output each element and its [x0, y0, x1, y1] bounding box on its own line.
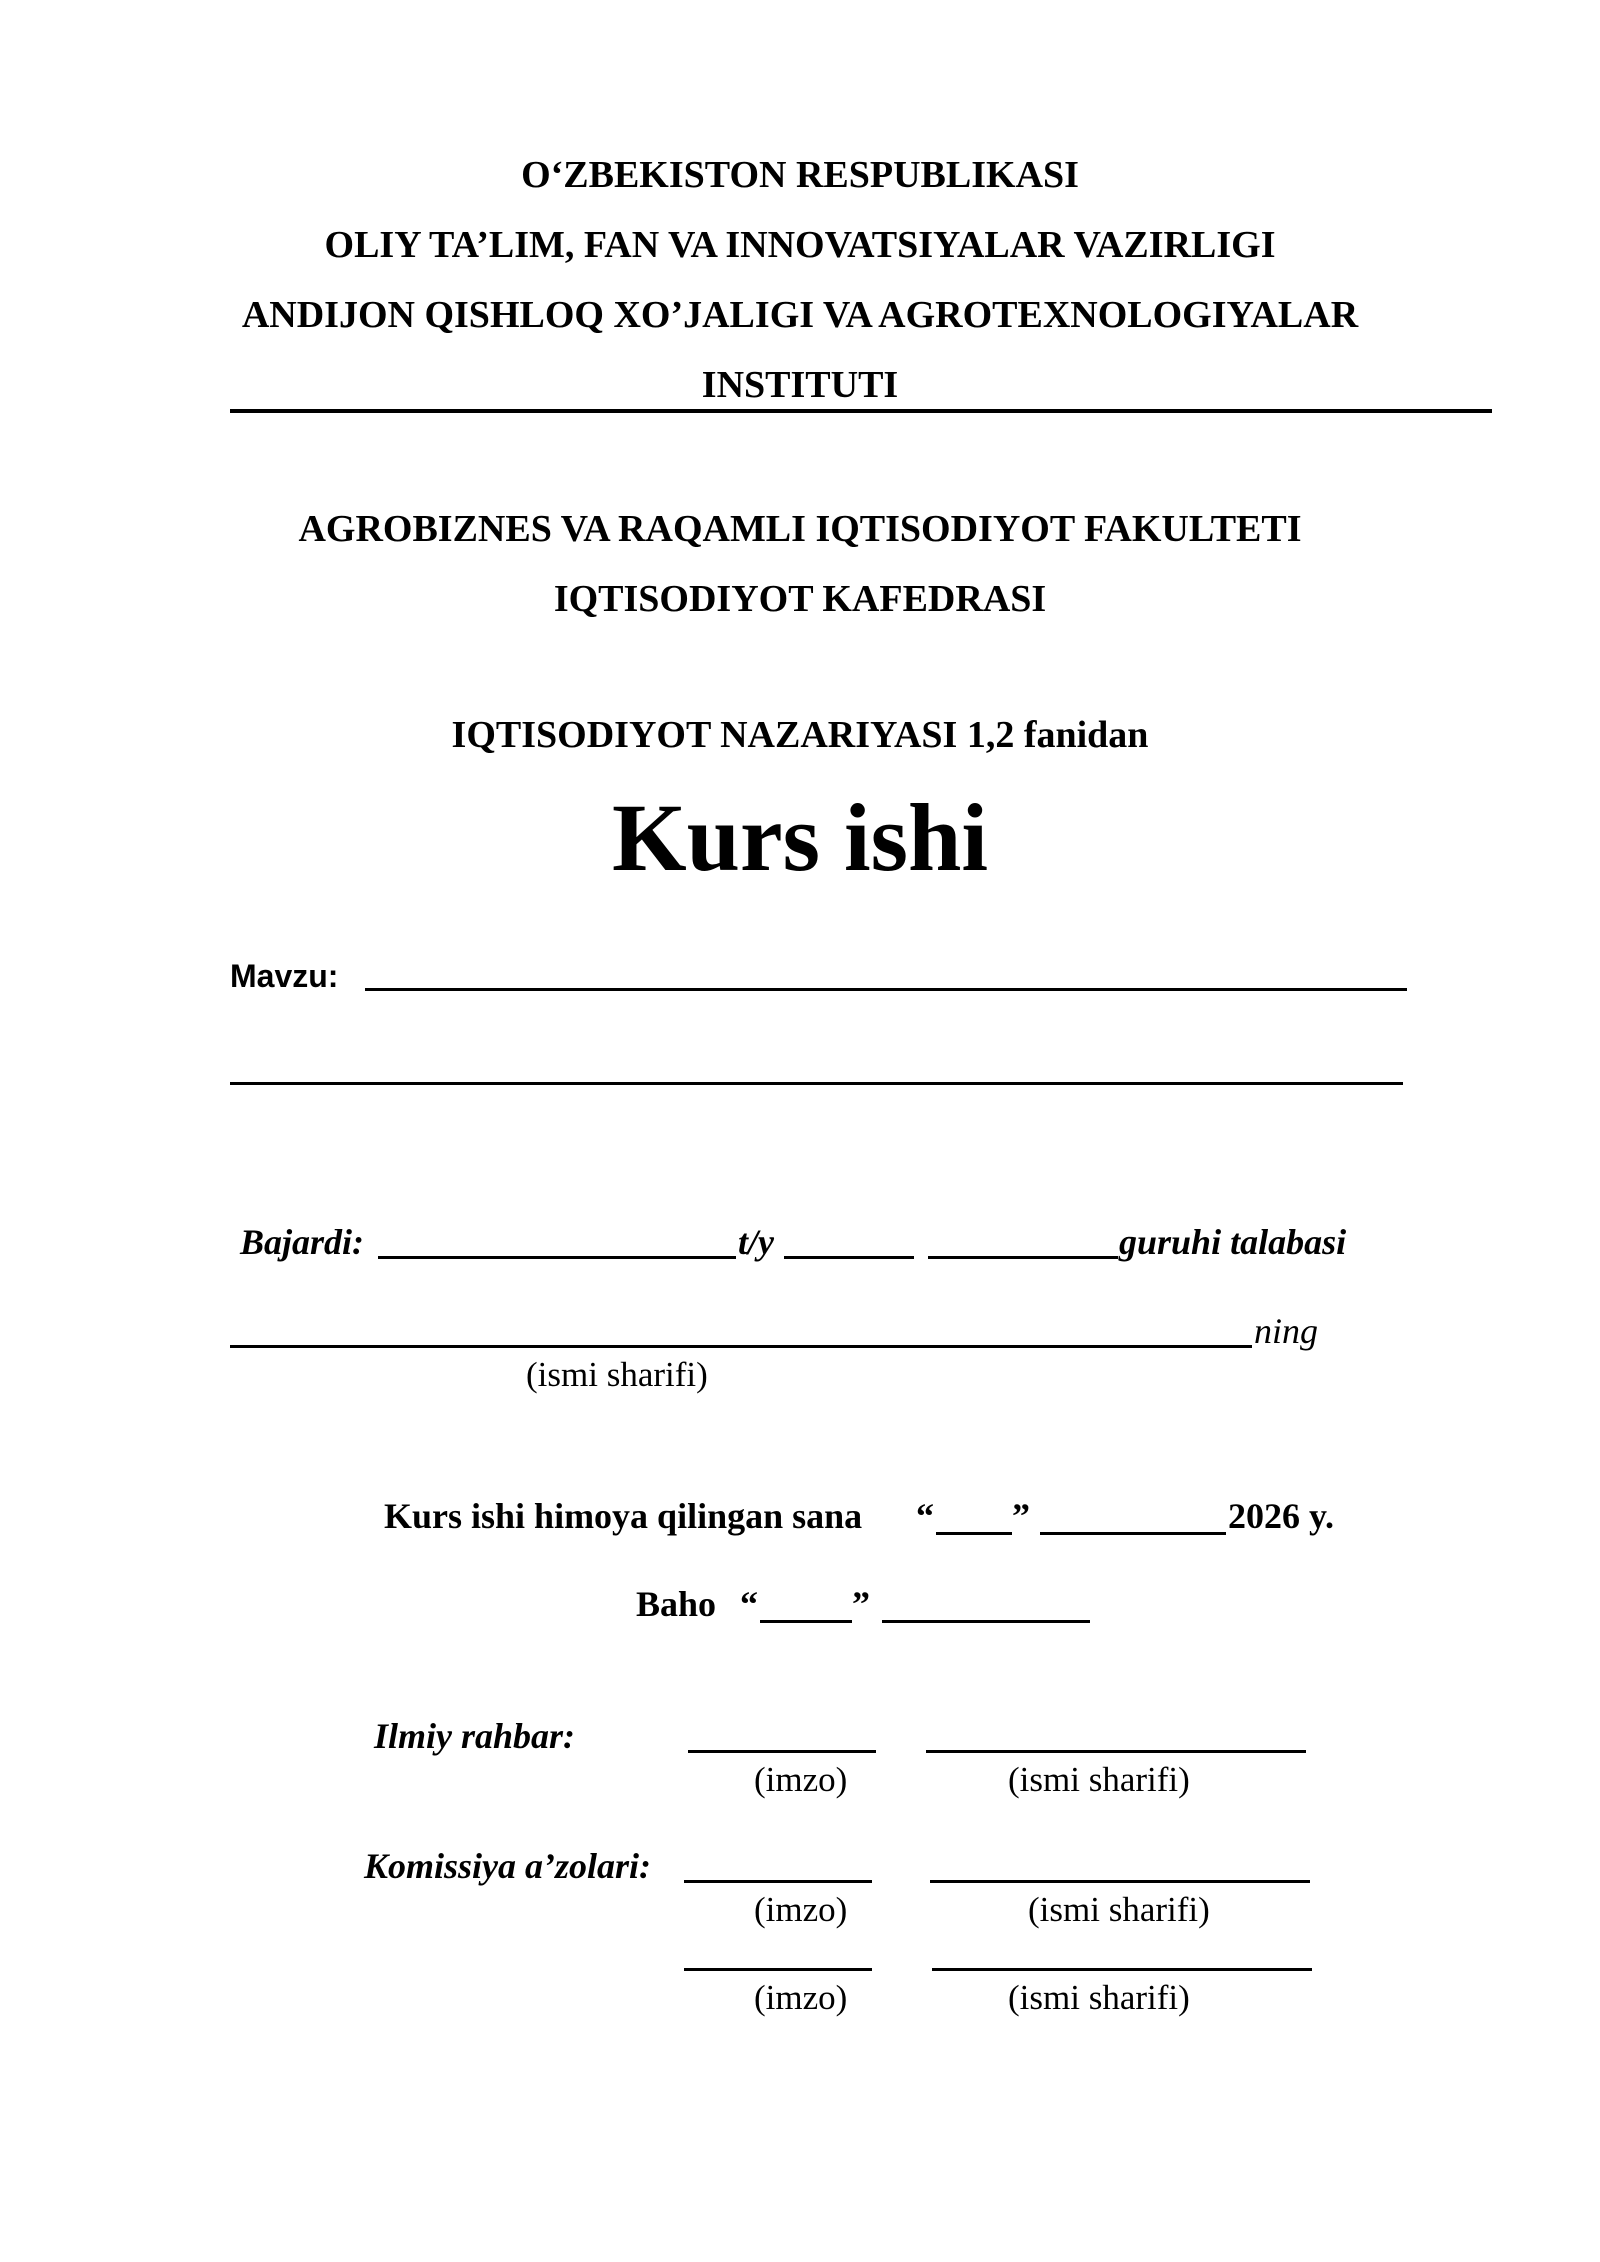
defense-month-line[interactable]	[1040, 1532, 1226, 1535]
performer-name-line[interactable]	[378, 1256, 736, 1259]
supervisor-name-line[interactable]	[926, 1750, 1306, 1753]
commission-2-signature-line[interactable]	[684, 1968, 872, 1971]
ty-label: t/y	[738, 1222, 774, 1262]
grade-label: Baho	[636, 1584, 717, 1624]
student-full-name-line[interactable]	[230, 1345, 1252, 1348]
performer-label: Bajardi:	[240, 1222, 365, 1262]
grade-score-line[interactable]	[760, 1620, 852, 1623]
header-underline	[230, 409, 1492, 413]
supervisor-sign-caption: (imzo)	[754, 1760, 848, 1799]
commission-2-name-line[interactable]	[932, 1968, 1312, 1971]
institute-line-1: ANDIJON QISHLOQ XO’JALIGI VA AGROTEXNOLOGIYALAR	[241, 294, 1359, 336]
performer-name-caption: (ismi sharifi)	[526, 1355, 708, 1394]
ning-suffix: ning	[1254, 1311, 1319, 1351]
defense-quote-open: “	[916, 1496, 934, 1536]
supervisor-signature-line[interactable]	[688, 1750, 876, 1753]
defense-year: 2026 y.	[1228, 1496, 1335, 1536]
topic-line-1[interactable]	[365, 988, 1407, 991]
department-name: IQTISODIYOT KAFEDRASI	[553, 578, 1047, 620]
defense-day-line[interactable]	[936, 1532, 1012, 1535]
grade-quote-open: “	[740, 1584, 758, 1624]
supervisor-label: Ilmiy rahbar:	[374, 1716, 576, 1756]
topic-line-2[interactable]	[230, 1082, 1403, 1085]
commission-1-name-line[interactable]	[930, 1880, 1310, 1883]
commission-1-signature-line[interactable]	[684, 1880, 872, 1883]
supervisor-name-caption: (ismi sharifi)	[1008, 1760, 1190, 1799]
group-label: guruhi talabasi	[1119, 1222, 1347, 1262]
grade-quote-close: ”	[852, 1584, 870, 1624]
document-title: Kurs ishi	[611, 784, 989, 891]
ministry-line-2: OLIY TA’LIM, FAN VA INNOVATSIYALAR VAZIRLIGI	[324, 224, 1276, 266]
defense-quote-close: ”	[1012, 1496, 1030, 1536]
ministry-line-1: O‘ZBEKISTON RESPUBLIKASI	[521, 154, 1079, 196]
commission-2-sign-caption: (imzo)	[754, 1978, 848, 2017]
commission-label: Komissiya a’zolari:	[364, 1846, 652, 1886]
defense-text: Kurs ishi himoya qilingan sana	[384, 1496, 863, 1536]
group-line[interactable]	[928, 1256, 1118, 1259]
grade-words-line[interactable]	[882, 1620, 1090, 1623]
commission-1-sign-caption: (imzo)	[754, 1890, 848, 1929]
subject-line: IQTISODIYOT NAZARIYASI 1,2 fanidan	[451, 714, 1149, 756]
faculty-name: AGROBIZNES VA RAQAMLI IQTISODIYOT FAKULTETI	[298, 508, 1302, 550]
institute-line-2: INSTITUTI	[701, 364, 899, 406]
topic-label: Mavzu:	[230, 958, 339, 994]
ty-line[interactable]	[784, 1256, 914, 1259]
commission-2-name-caption: (ismi sharifi)	[1008, 1978, 1190, 2017]
commission-1-name-caption: (ismi sharifi)	[1028, 1890, 1210, 1929]
